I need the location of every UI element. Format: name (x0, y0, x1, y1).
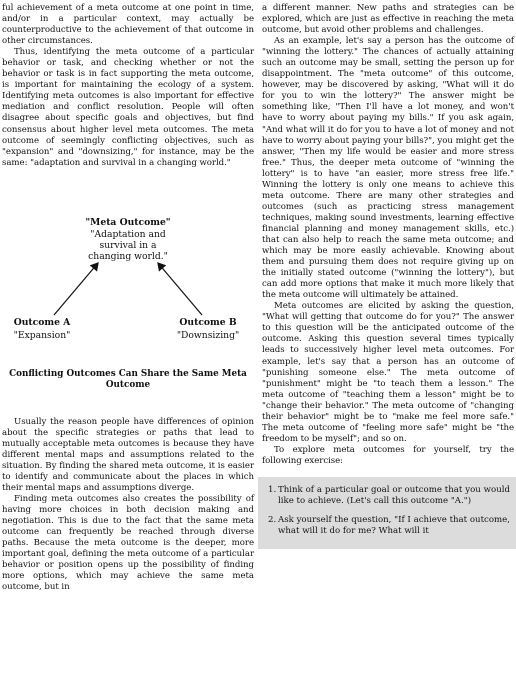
meta-outcome-subtitle: "Adaptation and survival in a changing world." (88, 228, 168, 262)
outcome-b-title: Outcome B (179, 316, 237, 328)
meta-outcome-diagram (2, 177, 254, 359)
paragraph: ful achievement of a meta outcome at one point in time, and/or in a particular context, may actually be counterproductive to the achievement of that outcome in other circumstances. (2, 3, 254, 47)
paragraph: a different manner. New paths and strategies can be explored, which are just as effective in reaching the meta outcome, but avoid other problems and challenges. (262, 3, 514, 36)
exercise-text: Think of a particular goal or outcome that you would like to achieve. (Let's call this outcome "A.") (278, 484, 510, 507)
exercise-number: 1. (268, 484, 277, 495)
paragraph: Meta outcomes are elicited by asking the question, "What will getting that outcome do for you?" The answer to this question will be the anticipated outcome of the outcome. Asking this question several times typically leads to successively higher level meta outcomes. For example, let's say that a person has an outcome of "punishing someone else." The meta outcome of "punishment" might be "to teach them a lesson." The meta outcome of "teaching them a lesson" might be to "change their behavior." The meta outcome of "changing their behavior" might be to "make me feel more safe." The meta outcome of "feeling more safe" might be "the freedom to be myself"; and so on. (262, 301, 514, 444)
exercise-item (268, 485, 510, 507)
outcome-a-label: "Expansion" (13, 329, 71, 341)
paragraph: Finding meta outcomes also creates the possibility of having more choices in both decision making and negotiation. This is due to the fact that the same meta outcome can frequently be reached through diverse paths. Because the meta outcome is the deeper, more important goal, defining the meta outcome of a particular behavior or position opens up the possibility of finding more options, which may achieve the same meta outcome, but in (2, 494, 254, 593)
paragraph: To explore meta outcomes for yourself, try the following exercise: (262, 444, 514, 466)
exercise-text: Ask yourself the question, "If I achieve that outcome, what will it do for me? What will it (278, 515, 510, 537)
figure-caption: Conflicting Outcomes Can Share the Same Meta Outcome (9, 368, 247, 390)
exercise-item (268, 515, 510, 537)
outcome-b-label: "Downsizing" (176, 329, 240, 341)
paragraph: Usually the reason people have differences of opinion about the specific strategies or paths that lead to mutually acceptable meta outcomes is because they have different mental maps and assumptions related to the situation. By finding the shared meta outcome, it is easier to identify and communicate about the places in which their mental maps and assumptions diverge. (2, 416, 254, 493)
exercise-number: 2. (268, 515, 277, 526)
right-column (262, 3, 514, 549)
arrow-a-to-meta (54, 263, 98, 315)
exercise-box (258, 477, 516, 549)
paragraph: As an example, let's say a person has the outcome of "winning the lottery." The chances of actually attaining such an outcome may be small, setting the person up for disappointment. The "meta outcome" of this outcome, however, may be discovered by asking, "What will it do for you to win the lottery?" The answer might be something like, "Then I'll have a lot money, and won't have to worry about paying my bills." If you ask again, "And what will it do for you to have a lot of money and not have to worry about paying your bills?", you might get the answer, "Then my life would be easier and more stress free." Thus, the deeper meta outcome of "winning the lottery" is to have "an easier, more stress free life." Winning the lottery is only one means to achieve this meta outcome. There are many other strategies and outcomes (such as practicing stress management techniques, making sound investments, learning effective financial planning and money management skills, etc.) that can also help to reach the same meta outcome; and which may be more easily achievable. Knowing about them and pursuing them does not require giving up on the initially stated outcome ("winning the lottery"), but can add more options that make it much more likely that the meta outcome will ultimately be attained. (262, 36, 514, 301)
paragraph: Thus, identifying the meta outcome of a particular behavior or task, and checking whether or not the behavior or task is in fact supporting the meta outcome, is important for maintaining the ecology of a system. Identifying meta outcomes is also important for effective mediation and conflict resolution. People will often disagree about specific goals and objectives, but find consensus about higher level meta outcomes. The meta outcome of seemingly conflicting objectives, such as "expansion" and "downsizing," for instance, may be the same: "adaptation and survival in a changing world." (2, 47, 254, 168)
arrow-b-to-meta (158, 263, 202, 315)
left-column (2, 3, 254, 593)
meta-outcome-title: "Meta Outcome" (85, 216, 171, 228)
outcome-a-title: Outcome A (13, 316, 71, 328)
